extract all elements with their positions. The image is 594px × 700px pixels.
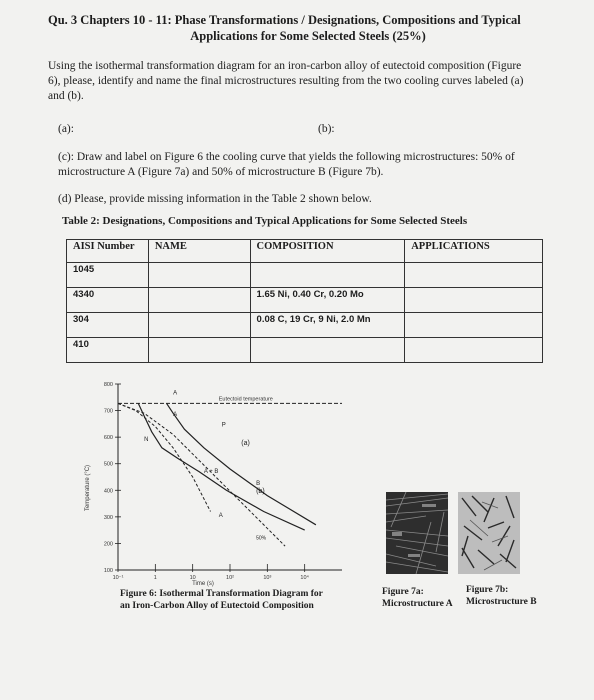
- x-tick-label: 10: [189, 575, 196, 581]
- y-tick-label: 300: [103, 514, 113, 521]
- curve-b-label: (b): [256, 487, 265, 495]
- input-cell[interactable]: [148, 313, 250, 338]
- transformation-end-curve: [167, 403, 316, 524]
- figure-6-caption: Figure 6: Isothermal Transformation Diagram for an Iron-Carbon Alloy of Eutectoid Composition: [120, 589, 323, 611]
- region-label: B: [256, 480, 261, 487]
- figure-7a-caption: Figure 7a: Microstructure A: [382, 587, 453, 609]
- input-cell[interactable]: [405, 263, 543, 288]
- plot-area: [104, 382, 342, 581]
- part-c-paragraph: (c): Draw and label on Figure 6 the cooling curve that yields the following microstructures: 50% of microstructure A (Figure 7a) and 50% of microstructure B (Figure 7b).: [58, 151, 515, 178]
- region-label: A + B: [203, 469, 219, 476]
- table-row: 1045: [67, 263, 543, 288]
- x-tick-label: 10²: [226, 575, 234, 581]
- answer-a-label: (a):: [58, 123, 74, 135]
- table-title: Table 2: Designations, Compositions and Typical Applications for Some Selected Steels: [62, 215, 468, 227]
- fifty-percent-label: 50%: [256, 535, 267, 542]
- y-tick-label: 400: [103, 488, 113, 495]
- x-tick-label: 10⁴: [300, 575, 309, 581]
- answer-b-label: (b):: [318, 123, 335, 135]
- x-axis-label: Time (s): [192, 581, 214, 587]
- x-tick-label: 10⁻¹: [112, 575, 124, 581]
- part-d-text: (d) Please, provide missing information in the Table 2 shown below.: [58, 193, 372, 205]
- col-aisi: AISI Number: [67, 240, 149, 263]
- microstructure-b-image: [458, 492, 520, 574]
- input-cell[interactable]: [148, 288, 250, 313]
- input-cell[interactable]: [405, 313, 543, 338]
- y-tick-label: 500: [103, 461, 113, 468]
- steel-table: [66, 239, 543, 363]
- input-cell[interactable]: [148, 263, 250, 288]
- region-label: N: [144, 437, 149, 444]
- figure-7b-caption: Figure 7b: Microstructure B: [466, 585, 537, 607]
- question-title: Qu. 3 Chapters 10 - 11: Phase Transformations / Designations, Compositions and Typical Applications for Some Selected Steels (25%): [48, 13, 521, 43]
- region-label: A: [173, 411, 178, 418]
- table-row: 304 0.08 C, 19 Cr, 9 Ni, 2.0 Mn: [67, 313, 543, 338]
- x-tick-label: 1: [153, 575, 157, 581]
- region-label: P: [221, 422, 226, 429]
- y-tick-label: 200: [103, 541, 113, 548]
- y-axis-label: Temperature (°C): [85, 464, 91, 512]
- y-tick-label: 600: [103, 435, 113, 442]
- input-cell[interactable]: [148, 338, 250, 363]
- cooling-curve-b: [118, 403, 285, 546]
- table-header-row: [67, 240, 543, 263]
- curve-a-label: (a): [241, 440, 250, 448]
- input-cell[interactable]: [405, 338, 543, 363]
- x-tick-label: 10³: [263, 575, 272, 581]
- y-tick-label: 100: [103, 568, 113, 574]
- intro-paragraph: Using the isothermal transformation diagram for an iron-carbon alloy of eutectoid composition (Figure 6), please, identify and name the final microstructures resulting from the two cooling curves labeled (a) and (b).: [48, 60, 524, 102]
- y-tick-label: 800: [103, 382, 113, 388]
- eutectoid-label: Eutectoid temperature: [218, 396, 273, 403]
- microstructure-a-image: [386, 492, 448, 574]
- input-cell[interactable]: [250, 263, 405, 288]
- region-label: A: [218, 512, 223, 519]
- input-cell[interactable]: [405, 288, 543, 313]
- region-label: A: [173, 390, 178, 397]
- table-row: 4340 1.65 Ni, 0.40 Cr, 0.20 Mo: [67, 288, 543, 313]
- col-composition: COMPOSITION: [250, 240, 405, 263]
- col-applications: APPLICATIONS: [405, 240, 543, 263]
- ttt-diagram: [80, 378, 370, 590]
- input-cell[interactable]: [250, 338, 405, 363]
- y-tick-label: 700: [103, 408, 113, 415]
- table-row: 410: [67, 338, 543, 363]
- col-name: NAME: [148, 240, 250, 263]
